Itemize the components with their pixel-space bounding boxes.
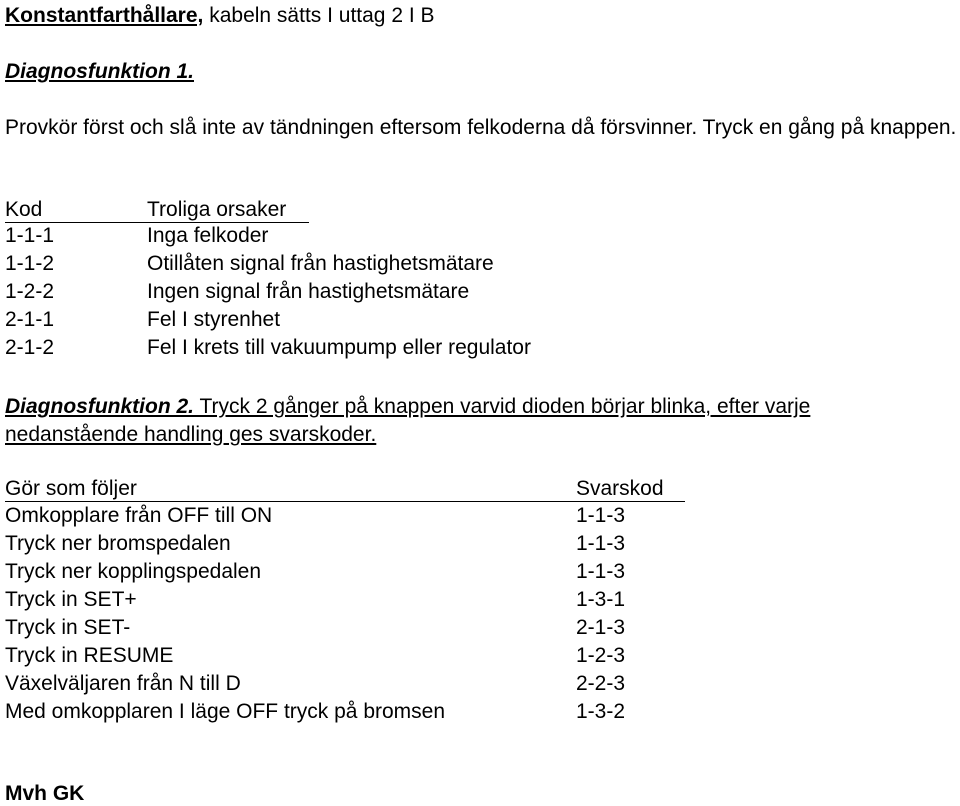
test-action: Omkopplare från OFF till ON: [5, 504, 273, 527]
test-action: Tryck in SET-: [5, 616, 131, 639]
document-title: [5, 4, 435, 28]
diag2-heading: Diagnosfunktion 2.: [5, 395, 194, 418]
fault-code: 1-1-2: [5, 252, 55, 275]
test-action: Med omkopplaren I läge OFF tryck på bromsen: [5, 700, 446, 723]
response-code: 1-3-2: [576, 700, 626, 723]
fault-code: 2-1-2: [5, 336, 55, 359]
signature: Mvh GK: [5, 782, 85, 805]
table1-header-code: Kod: [5, 198, 43, 221]
response-code: 1-1-3: [576, 560, 626, 583]
fault-code: 1-2-2: [5, 280, 55, 303]
diag2-text: Tryck 2 gånger på knappen varvid dioden börjar blinka, efter varje nedanstående handling ges svarskoder.: [5, 395, 811, 446]
table1-header-cause: Troliga orsaker: [147, 198, 287, 221]
test-action: Växelväljaren från N till D: [5, 672, 241, 695]
fault-code: 2-1-1: [5, 308, 55, 331]
response-code: 1-1-3: [576, 532, 626, 555]
table2-header: [5, 475, 685, 502]
response-code: 1-2-3: [576, 644, 626, 667]
test-action: Tryck ner bromspedalen: [5, 532, 231, 555]
fault-cause: Fel I styrenhet: [147, 308, 281, 331]
response-code: 1-3-1: [576, 588, 626, 611]
title-rest: kabeln sätts I uttag 2 I B: [203, 4, 435, 27]
fault-cause: Otillåten signal från hastighetsmätare: [147, 252, 494, 275]
test-action: Tryck in RESUME: [5, 644, 174, 667]
table2-header-code: Svarskod: [576, 477, 664, 500]
diag1-intro: Provkör först och slå inte av tändningen eftersom felkoderna då försvinner. Tryck en gång på knappen.: [5, 116, 957, 139]
fault-cause: Inga felkoder: [147, 224, 269, 247]
fault-cause: Fel I krets till vakuumpump eller regulator: [147, 336, 531, 359]
diag2-paragraph: [5, 393, 945, 449]
fault-code: 1-1-1: [5, 224, 55, 247]
table1-header: [5, 196, 309, 223]
title-bold: Konstantfarthållare,: [5, 4, 204, 27]
table2-header-action: Gör som följer: [5, 477, 137, 500]
response-code: 2-1-3: [576, 616, 626, 639]
fault-cause: Ingen signal från hastighetsmätare: [147, 280, 470, 303]
test-action: Tryck ner kopplingspedalen: [5, 560, 262, 583]
response-code: 1-1-3: [576, 504, 626, 527]
diag1-heading: Diagnosfunktion 1.: [5, 60, 194, 83]
test-action: Tryck in SET+: [5, 588, 137, 611]
response-code: 2-2-3: [576, 672, 626, 695]
